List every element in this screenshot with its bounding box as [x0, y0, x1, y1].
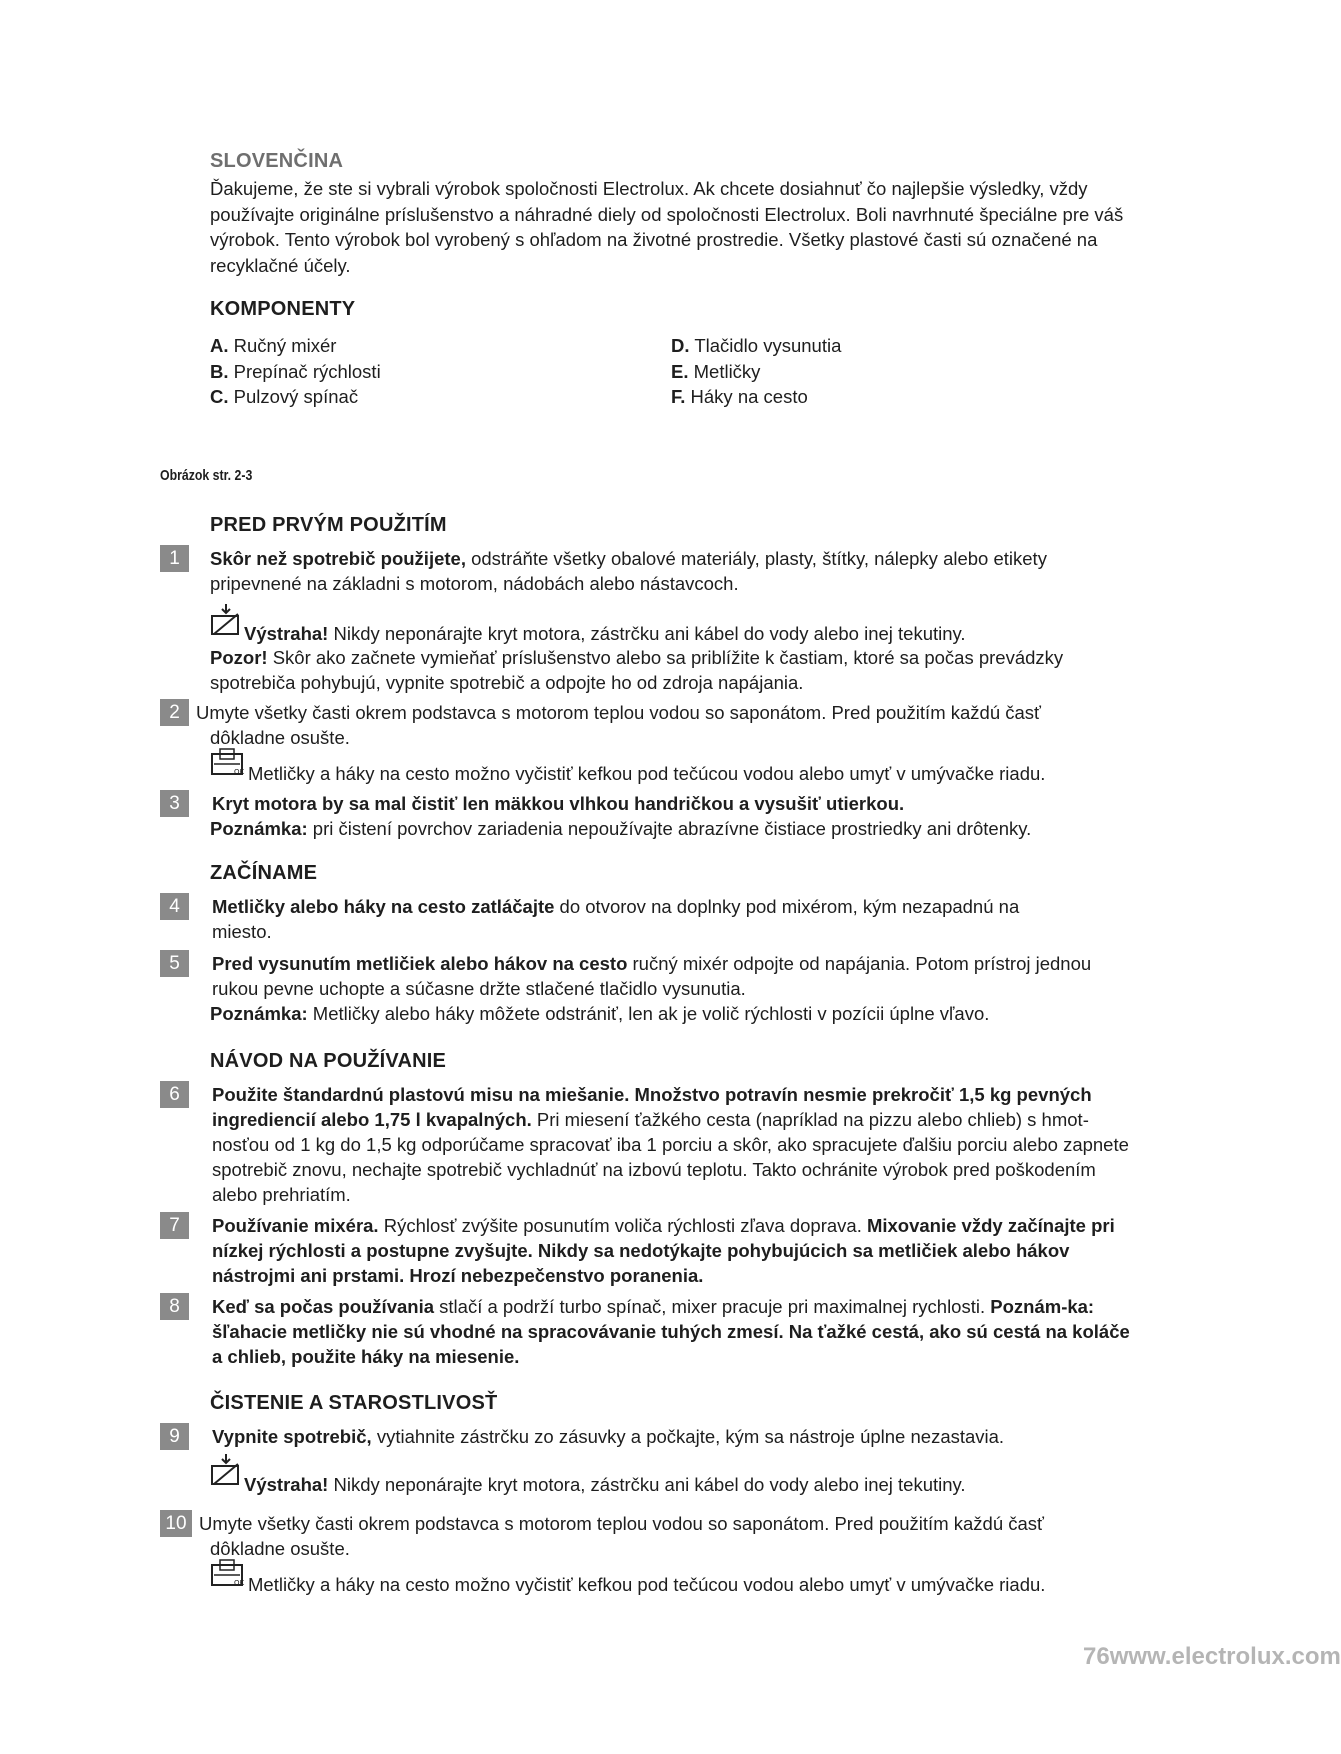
step-8-text: Keď sa počas používania stlačí a podrží turbo spínač, mixer pracuje pri maximalnej rychlosti. Poznám-ka: šľahacie metličky nie sú vhodné na spracovávanie tuhých zmesí. Na ťažké cestá, ako sú cestá na koláče a chlieb, použite háky na miesenie.: [212, 1296, 1130, 1367]
figure-reference: Obrázok str. 2-3: [160, 467, 253, 484]
step-4-text: Metličky alebo háky na cesto zatláčajte do otvorov na doplnky pod mixérom, kým nezapadnú na miesto.: [212, 896, 1020, 942]
step-number: 2: [160, 699, 189, 726]
section-title-first-use: PRED PRVÝM POUŽITÍM: [210, 514, 447, 536]
caution-text: Pozor! Skôr ako začnete vymieňať príslušenstvo alebo sa priblížite k častiam, ktoré sa počas prevádzky spotrebiča pohybujú, vypnite spotrebič a odpojte ho od zdroja napájania.: [210, 647, 1064, 693]
dishwasher-note-2: Metličky a háky na cesto možno vyčistiť kefkou pod tečúcou vodou alebo umyť v umývačke riadu.: [248, 1574, 1046, 1595]
note-5-text: Poznámka: Metličky alebo háky môžete odstrániť, len ak je volič rýchlosti v pozícii úplne vľavo.: [210, 1003, 990, 1024]
component-item: D. Tlačidlo vysunutia: [671, 335, 842, 356]
step-3-text: Kryt motora by sa mal čistiť len mäkkou vlhkou handričkou a vysušiť utierkou.: [212, 793, 905, 814]
no-water-warning-icon: [210, 602, 242, 636]
component-item: F. Háky na cesto: [671, 386, 808, 407]
step-6-text: Použite štandardnú plastovú misu na miešanie. Množstvo potravín nesmie prekročiť 1,5 kg pevných ingrediencií alebo 1,75 l kvapalných. Pri miesení ťažkého cesta (napríklad na pizzu alebo chlieb) s hmot-nosťou od 1 kg do 1,5 kg odporúčame spracovať iba 1 porciu a skôr, ako spracujete ďalšiu porciu alebo zapnete spotrebič znovu, nechajte spotrebič vychladnúť na izbovú teplotu. Takto ochránite výrobok pred poškodením alebo prehriatím.: [212, 1084, 1129, 1205]
step-number: 1: [160, 545, 189, 572]
section-title-usage: NÁVOD NA POUŽÍVANIE: [210, 1050, 447, 1072]
components-right-list: [671, 333, 841, 410]
step-number: 4: [160, 893, 189, 920]
no-water-warning-icon: [210, 1452, 242, 1486]
step-number: 3: [160, 790, 189, 817]
dishwasher-icon: [210, 748, 246, 778]
section-title-start: ZAČÍNAME: [210, 862, 318, 884]
dishwasher-icon: [210, 1559, 246, 1589]
step-number: 5: [160, 950, 189, 977]
language-title: SLOVENČINA: [210, 150, 344, 172]
intro-paragraph: Ďakujeme, že ste si vybrali výrobok spoločnosti Electrolux. Ak chcete dosiahnuť čo najlepšie výsledky, vždy používajte originálne príslušenstvo a náhradné diely od spoločnosti Electrolux. Boli navrhnuté špeciálne pre váš výrobok. Tento výrobok bol vyrobený s ohľadom na životné prostredie. Všetky plastové časti sú označené na recyklačné účely.: [210, 178, 1124, 276]
components-left-list: [210, 333, 381, 410]
step-7-text: Používanie mixéra. Rýchlosť zvýšite posunutím voliča rýchlosti zľava doprava. Mixovanie vždy začínajte pri nízkej rýchlosti a postupne zvyšujte. Nikdy sa nedotýkajte pohybujúcich sa metličiek alebo hákov nástrojmi ani prstami. Hrozí nebezpečenstvo poranenia.: [212, 1215, 1115, 1286]
step-number: 7: [160, 1212, 189, 1239]
dishwasher-note-1: Metličky a háky na cesto možno vyčistiť kefkou pod tečúcou vodou alebo umyť v umývačke riadu.: [248, 763, 1046, 784]
step-number: 6: [160, 1081, 189, 1108]
step-2-text-end: dôkladne osušte.: [210, 727, 350, 748]
component-item: A. Ručný mixér: [210, 335, 337, 356]
section-title-cleaning: ČISTENIE A STAROSTLIVOSŤ: [210, 1392, 498, 1414]
warning-1-text: Výstraha! Nikdy neponárajte kryt motora, zástrčku ani kábel do vody alebo inej tekutiny.: [244, 623, 966, 644]
component-item: C. Pulzový spínač: [210, 386, 359, 407]
step-2-text: Umyte všetky časti okrem podstavca s motorom teplou vodou so saponátom. Pred použitím každú časť: [196, 702, 1041, 723]
step-number: 8: [160, 1293, 189, 1320]
component-item: E. Metličky: [671, 360, 761, 382]
step-10-text-end: dôkladne osušte.: [210, 1538, 350, 1559]
step-number: 9: [160, 1423, 189, 1450]
step-1-text: Skôr než spotrebič použijete, odstráňte všetky obalové materiály, plasty, štítky, nálepky alebo etikety pripevnené na základni s motorom, nádobách alebo nástavcoch.: [210, 548, 1047, 594]
page-footer: 76www.electrolux.com: [1083, 1643, 1341, 1670]
step-9-text: Vypnite spotrebič, vytiahnite zástrčku zo zásuvky a počkajte, kým sa nástroje úplne nezastavia.: [212, 1426, 1005, 1447]
step-10-text: Umyte všetky časti okrem podstavca s motorom teplou vodou so saponátom. Pred použitím každú časť: [199, 1513, 1044, 1534]
svg-text:OK: OK: [234, 768, 245, 776]
component-item: B. Prepínač rýchlosti: [210, 360, 381, 382]
step-5-text: Pred vysunutím metličiek alebo hákov na cesto ručný mixér odpojte od napájania. Potom prístroj jednou rukou pevne uchopte a súčasne držte stlačené tlačidlo vysunutia.: [212, 953, 1092, 999]
note-3-text: Poznámka: pri čistení povrchov zariadenia nepoužívajte abrazívne čistiace prostriedky ani drôtenky.: [210, 818, 1032, 839]
components-title: KOMPONENTY: [210, 298, 356, 320]
svg-text:OK: OK: [234, 1579, 245, 1587]
warning-2-text: Výstraha! Nikdy neponárajte kryt motora, zástrčku ani kábel do vody alebo inej tekutiny.: [244, 1474, 966, 1495]
step-number: 10: [160, 1510, 192, 1537]
